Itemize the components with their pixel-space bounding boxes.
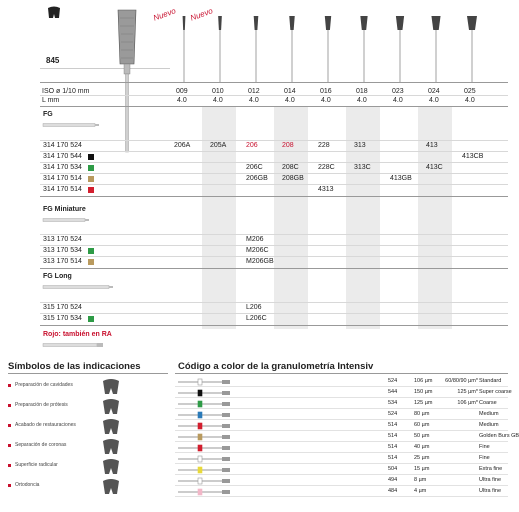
bur-reference: L206C [246,315,267,322]
indication-label: Superficie radicular [15,462,58,468]
article-code: 314 170 534 [43,164,82,171]
row-divider [40,234,508,235]
bur-reference: 206C [246,164,263,171]
row-divider [40,140,508,141]
indication-label: Acabado de restauraciones [15,422,76,428]
size-bur-icon [358,14,370,84]
size-bur-icon [322,14,334,84]
grit-alt-size: 106 µm* [457,400,478,406]
size-bur-icon [214,14,226,84]
indication-tooth-icon [100,438,122,456]
grit-title: Código a color de la granulometría Intensiv [178,361,374,372]
symbols-divider [8,373,168,374]
grit-code: 514 [388,455,398,461]
grit-bur-icon [178,411,230,419]
grit-code: 534 [388,400,398,406]
length-value: 4.0 [357,97,367,104]
grit-name: Super coarse [479,389,512,395]
grit-bur-icon [178,400,230,408]
indication-tooth-icon [100,418,122,436]
iso-size-value: 016 [320,88,332,95]
grit-bur-icon [178,455,230,463]
grit-size: 80 µm [414,411,430,417]
fg-shank-icon [43,122,99,128]
grit-size: 150 µm [414,389,433,395]
grit-bur-icon [178,389,230,397]
iso-size-value: 023 [392,88,404,95]
bur-reference: M206GB [246,258,274,265]
product-number: 845 [46,56,60,65]
iso-size-value: 024 [428,88,440,95]
grit-size: 15 µm [414,466,430,472]
article-code: 315 170 534 [43,315,82,322]
article-code: 313 170 524 [43,236,82,243]
grit-size: 106 µm [414,378,433,384]
grit-size: 50 µm [414,433,430,439]
grit-bur-icon [178,477,230,485]
grit-divider [175,373,508,374]
section-divider [40,196,508,197]
red-note: Rojo: también en RA [43,331,112,338]
indication-tooth-icon [100,458,122,476]
bur-reference: 205A [210,142,227,149]
iso-size-value: 010 [212,88,224,95]
grit-color-swatch [88,176,94,182]
symbols-title: Símbolos de las indicaciones [8,361,141,372]
bur-reference: 4313 [318,186,334,193]
grit-color-swatch [88,316,94,322]
grit-bur-icon [178,444,230,452]
new-label-010: Nuevo [152,6,177,23]
row-divider [40,151,508,152]
indication-bullet [8,384,11,387]
iso-size-value: 014 [284,88,296,95]
fg-miniature-shank-icon [43,217,89,223]
row-divider [40,256,508,257]
iso-size-value: 025 [464,88,476,95]
indication-tooth-icon [100,478,122,496]
iso-label: ISO ø 1/10 mm [42,88,90,95]
bur-reference: 413 [426,142,438,149]
section-fg-long: FG Long [43,273,72,280]
size-bur-icon [178,14,190,84]
row-divider [40,184,508,185]
grit-name: Ultra fine [479,477,502,483]
grit-name: Medium [479,411,499,417]
length-value: 4.0 [285,97,295,104]
grit-bur-icon [178,433,230,441]
row-divider [40,245,508,246]
bur-reference: 228 [318,142,330,149]
article-code: 314 170 524 [43,142,82,149]
grit-code: 494 [388,477,398,483]
grit-name: Standard [479,378,502,384]
grit-name: Extra fine [479,466,503,472]
length-value: 4.0 [393,97,403,104]
grit-name: Ultra fine [479,488,502,494]
length-value: 4.0 [465,97,475,104]
grit-bur-icon [178,422,230,430]
length-label: L mm [42,97,60,104]
size-bur-icon [466,14,478,84]
grit-bur-icon [178,488,230,496]
section-fg-miniature: FG Miniature [43,206,86,213]
iso-size-value: 009 [176,88,188,95]
indication-bullet [8,444,11,447]
bur-reference: 313 [354,142,366,149]
indication-label: Preparación de cavidades [15,382,73,388]
grit-code: 484 [388,488,398,494]
grit-code: 514 [388,444,398,450]
bur-illustration [112,4,142,154]
size-bur-icon [394,14,406,84]
article-code: 313 170 534 [43,247,82,254]
indication-tooth-icon [100,398,122,416]
bur-reference: M206C [246,247,269,254]
bur-reference: L206 [246,304,262,311]
tooth-icon [46,6,62,20]
grit-name: Golden Burs GB [479,433,519,439]
grit-size: 60 µm [414,422,430,428]
article-code: 315 170 524 [43,304,82,311]
row-divider [40,313,508,314]
bur-reference: 206GB [246,175,268,182]
row-divider [40,302,508,303]
bur-reference: 413C [426,164,443,171]
bur-reference: 208GB [282,175,304,182]
article-code: 314 170 514 [43,175,82,182]
grit-alt-size: 125 µm* [457,389,478,395]
new-label-012: Nuevo [189,6,214,23]
length-value: 4.0 [429,97,439,104]
section-divider [40,325,508,326]
bur-reference: 206A [174,142,191,149]
grit-size: 40 µm [414,444,430,450]
header-divider [40,82,508,83]
indication-label: Ortodoncia [15,482,40,488]
bur-reference: 228C [318,164,335,171]
grit-name: Coarse [479,400,497,406]
indication-label: Preparación de prótesis [15,402,68,408]
article-code: 314 170 514 [43,186,82,193]
bur-reference: 413GB [390,175,412,182]
grit-color-swatch [88,248,94,254]
grit-bur-icon [178,466,230,474]
grit-name: Fine [479,455,490,461]
grit-size: 25 µm [414,455,430,461]
iso-size-value: 018 [356,88,368,95]
size-bur-icon [250,14,262,84]
grit-color-swatch [88,259,94,265]
article-code: 314 170 544 [43,153,82,160]
grit-color-swatch [88,187,94,193]
indication-tooth-icon [100,378,122,396]
grit-code: 504 [388,466,398,472]
grit-size: 4 µm [414,488,427,494]
article-code: 313 170 514 [43,258,82,265]
grit-code: 544 [388,389,398,395]
length-value: 4.0 [249,97,259,104]
bur-reference: 413CB [462,153,484,160]
row-divider [40,173,508,174]
grit-color-swatch [88,154,94,160]
grit-code: 524 [388,411,398,417]
size-bur-icon [430,14,442,84]
grit-code: 524 [388,378,398,384]
section-divider [40,268,508,269]
length-value: 4.0 [177,97,187,104]
grit-name: Medium [479,422,499,428]
indication-bullet [8,464,11,467]
length-value: 4.0 [213,97,223,104]
length-value: 4.0 [321,97,331,104]
section-fg: FG [43,111,53,118]
grit-size: 125 µm [414,400,433,406]
fg-long-shank-icon [43,284,113,290]
size-bur-icon [286,14,298,84]
ra-shank-icon [43,342,103,348]
grit-size: 8 µm [414,477,427,483]
grit-name: Fine [479,444,490,450]
indication-label: Separación de coronas [15,442,67,448]
iso-row-line [40,95,508,96]
grit-code: 514 [388,422,398,428]
grit-code: 514 [388,433,398,439]
bur-reference: M206 [246,236,264,243]
bur-reference: 208 [282,142,294,149]
indication-bullet [8,484,11,487]
bur-reference: 206 [246,142,258,149]
indication-bullet [8,424,11,427]
product-header-box [40,0,170,69]
bur-reference: 208C [282,164,299,171]
grit-color-swatch [88,165,94,171]
iso-size-value: 012 [248,88,260,95]
indication-bullet [8,404,11,407]
grit-bur-icon [178,378,230,386]
grit-alt-size: 60/80/90 µm* [445,378,478,384]
bur-reference: 313C [354,164,371,171]
